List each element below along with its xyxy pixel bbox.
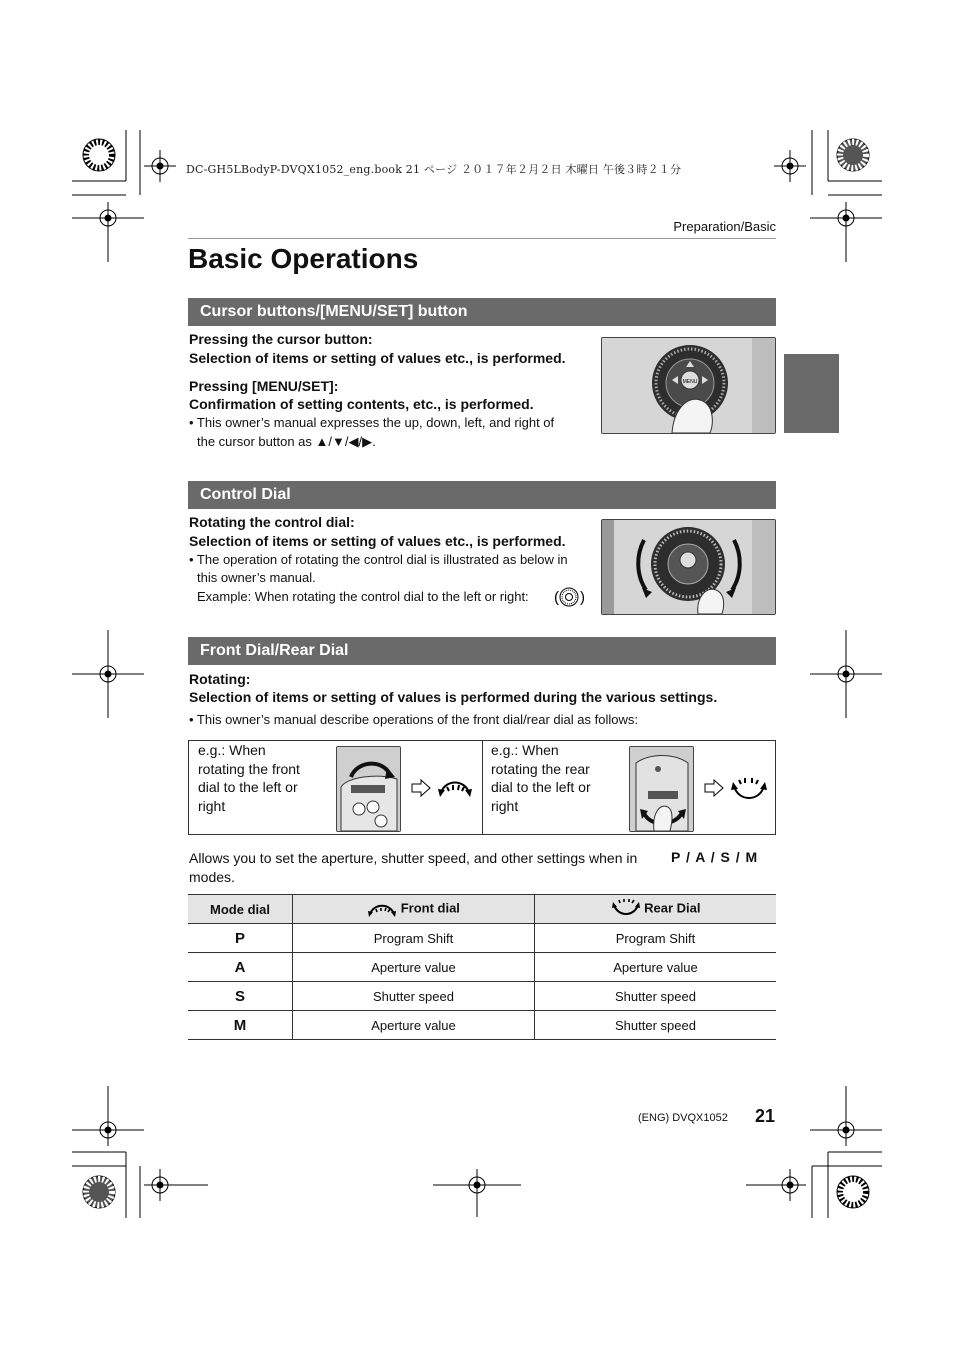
- text-line: Pressing the cursor button:: [189, 331, 373, 347]
- mode-table: [188, 894, 776, 1040]
- text-line: Rotating:: [189, 671, 251, 687]
- svg-text:): ): [580, 589, 585, 606]
- section-heading-front-rear-dial: Front Dial/Rear Dial: [188, 637, 776, 665]
- cursor-button-photo: [601, 337, 776, 434]
- note-line: this owner’s manual.: [197, 570, 316, 585]
- column-header: Mode dial: [188, 895, 293, 924]
- table-cell: Program Shift: [293, 924, 535, 953]
- modes-inline: P / A / S / M: [671, 849, 759, 865]
- front-dial-photo: [336, 746, 401, 832]
- arrow-outline-icon: [411, 779, 431, 802]
- chapter-tab: [784, 354, 839, 433]
- front-dial-icon: [437, 771, 473, 806]
- table-cell: Aperture value: [535, 953, 777, 982]
- breadcrumb: Preparation/Basic: [673, 219, 776, 234]
- text-line: Pressing [MENU/SET]:: [189, 378, 339, 394]
- table-row: [188, 1011, 776, 1040]
- footer-code: (ENG) DVQX1052: [638, 1112, 728, 1124]
- control-dial-photo: [601, 519, 776, 615]
- column-header: Rear Dial: [535, 895, 777, 924]
- section-heading-control-dial: Control Dial: [188, 481, 776, 509]
- section-heading-cursor-buttons: Cursor buttons/[MENU/SET] button: [188, 298, 776, 326]
- rear-example-text: e.g.: When rotating the rear dial to the left or right: [491, 742, 591, 814]
- text-line: Selection of items or setting of values etc., is performed.: [189, 350, 566, 366]
- page-number: 21: [755, 1106, 776, 1126]
- print-header: DC-GH5LBodyP-DVQX1052_eng.book 21 ページ ２０１７年２月２日 木曜日 午後３時２１分: [186, 163, 682, 176]
- table-row: [188, 953, 776, 982]
- table-cell: Program Shift: [535, 924, 777, 953]
- divider: [482, 741, 483, 834]
- page-title: Basic Operations: [188, 243, 419, 274]
- arrow-outline-icon: [704, 779, 724, 802]
- column-header: Front dial: [293, 895, 535, 924]
- text-line: Rotating the control dial:: [189, 514, 355, 530]
- table-cell: M: [188, 1011, 293, 1040]
- table-cell: S: [188, 982, 293, 1011]
- text-line: Confirmation of setting contents, etc., is performed.: [189, 396, 534, 412]
- table-cell: Shutter speed: [293, 982, 535, 1011]
- table-cell: Shutter speed: [535, 1011, 777, 1040]
- header-rule: [188, 238, 776, 239]
- note-line: • This owner’s manual expresses the up, down, left, and right of: [189, 415, 555, 430]
- dial-examples-box: [188, 740, 776, 835]
- text-line: Selection of items or setting of values etc., is performed.: [189, 533, 566, 549]
- modes-paragraph-line1: Allows you to set the aperture, shutter speed, and other settings when in: [189, 850, 638, 866]
- table-row: [188, 924, 776, 953]
- table-cell: Shutter speed: [535, 982, 777, 1011]
- note-line: Example: When rotating the control dial to the left or right:: [197, 589, 529, 604]
- svg-text:MENU: MENU: [682, 379, 698, 385]
- table-cell: P: [188, 924, 293, 953]
- text-line: Selection of items or setting of values is performed during the various settings.: [189, 689, 718, 705]
- rear-dial-photo: [629, 746, 694, 832]
- front-dial-icon: [367, 899, 397, 919]
- table-row: [188, 982, 776, 1011]
- table-cell: A: [188, 953, 293, 982]
- modes-paragraph-line2: modes.: [189, 869, 235, 885]
- note-line: • The operation of rotating the control dial is illustrated as below in: [189, 552, 568, 567]
- svg-text:(: (: [554, 589, 559, 606]
- note-line: the cursor button as ▲/▼/◀/▶.: [197, 434, 376, 449]
- front-example-text: e.g.: When rotating the front dial to the left or right: [198, 742, 300, 814]
- table-cell: Aperture value: [293, 953, 535, 982]
- control-dial-icon: [553, 585, 587, 614]
- table-header-row: [188, 895, 776, 924]
- rear-dial-icon: [730, 776, 768, 811]
- note-line: • This owner’s manual describe operations of the front dial/rear dial as follows:: [189, 712, 638, 727]
- table-cell: Aperture value: [293, 1011, 535, 1040]
- rear-dial-icon: [611, 899, 641, 919]
